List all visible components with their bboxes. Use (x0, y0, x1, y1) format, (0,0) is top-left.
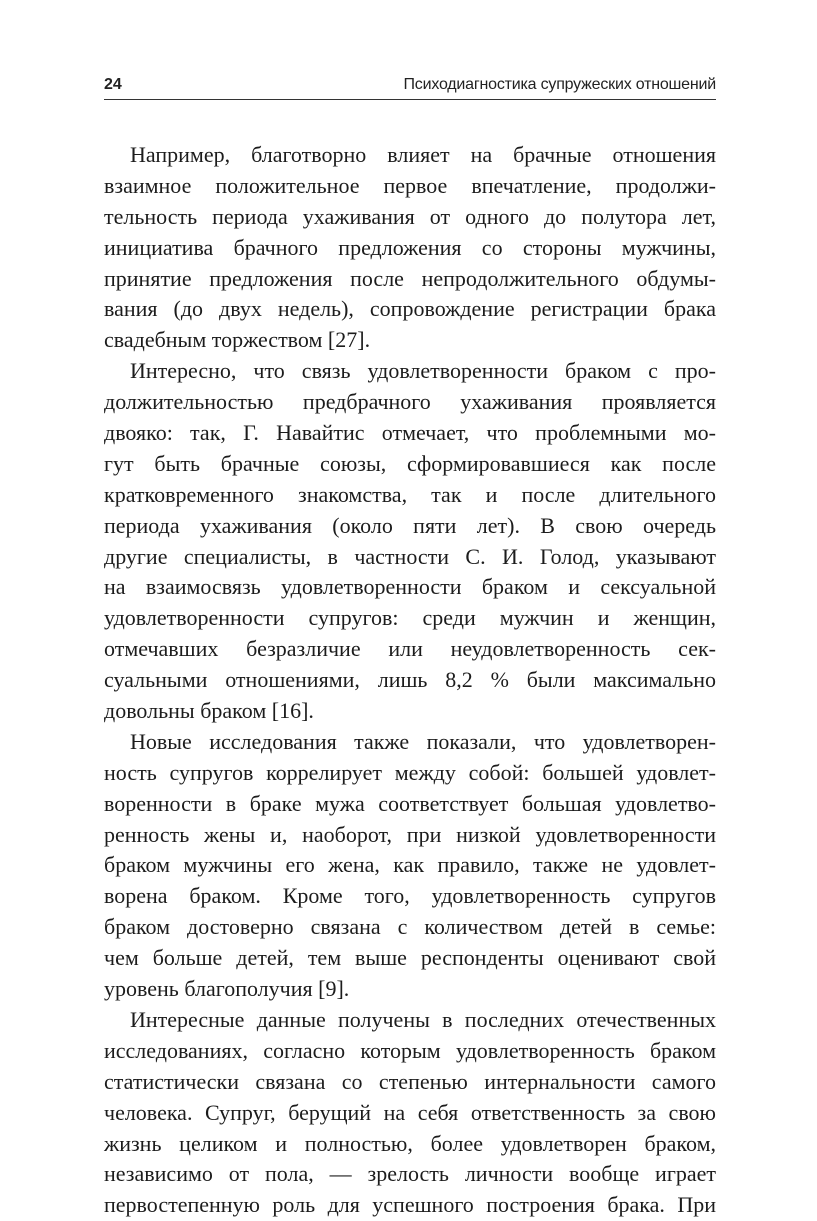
text-line: статистически связана со степенью интернальности самого (104, 1068, 716, 1094)
text-line: человека. Супруг, берущий на себя ответственность за свою (104, 1099, 716, 1125)
text-line: кратковременного знакомства, так и после длительного (104, 481, 716, 507)
text-line: независимо от пола, — зрелость личности вообще играет (104, 1161, 716, 1187)
text-line: периода ухаживания (около пяти лет). В свою очередь (104, 512, 716, 538)
text-line: первостепенную роль для успешного построения брака. При (104, 1192, 716, 1218)
paragraph (104, 1005, 716, 1221)
text-line: удовлетворенности супругов: среди мужчин и женщин, (104, 605, 716, 631)
text-line: другие специалисты, в частности С. И. Голод, указывают (104, 543, 716, 569)
text-line: отмечавших безразличие или неудовлетворенность сек- (104, 636, 716, 662)
text-line: принятие предложения после непродолжительного обдумы- (104, 265, 716, 291)
text-line: воренности в браке мужа соответствует большая удовлетво- (104, 790, 716, 816)
text-line: свадебным торжеством [27]. (104, 327, 371, 353)
paragraph (104, 727, 716, 1005)
text-line: чем больше детей, тем выше респонденты оценивают свой (104, 945, 716, 971)
text-line: Новые исследования также показали, что удовлетворен- (130, 728, 716, 754)
text-line: уровень благополучия [9]. (104, 976, 350, 1002)
text-line: ность супругов коррелирует между собой: большей удовлет- (104, 759, 716, 785)
running-title: Психодиагностика супружеских отношений (403, 76, 716, 93)
text-line: ренность жены и, наоборот, при низкой удовлетворенности (104, 821, 716, 847)
text-line: браком мужчины его жена, как правило, также не удовлет- (104, 852, 716, 878)
text-line: вания (до двух недель), сопровождение регистрации брака (104, 296, 716, 322)
body-text (104, 140, 716, 1221)
page-number: 24 (104, 76, 122, 93)
text-line: тельность периода ухаживания от одного до полутора лет, (104, 203, 716, 229)
text-line: Например, благотворно влияет на брачные отношения (130, 142, 716, 167)
paragraph (104, 140, 716, 356)
text-line: Интересные данные получены в последних отечественных (130, 1006, 716, 1032)
text-line: жизнь целиком и полностью, более удовлетворен браком, (104, 1130, 716, 1156)
text-line: довольны браком [16]. (104, 698, 314, 724)
text-line: инициатива брачного предложения со стороны мужчины, (104, 234, 716, 260)
text-line: ворена браком. Кроме того, удовлетворенность супругов (104, 883, 716, 909)
text-line: на взаимосвязь удовлетворенности браком и сексуальной (104, 574, 716, 600)
text-line: двояко: так, Г. Навайтис отмечает, что проблемными мо- (104, 420, 716, 446)
paragraph (104, 356, 716, 727)
header-rule (104, 99, 716, 100)
text-line: исследованиях, согласно которым удовлетворенность браком (104, 1037, 716, 1063)
text-line: должительностью предбрачного ухаживания проявляется (104, 389, 716, 415)
text-line: взаимное положительное первое впечатление, продолжи- (104, 172, 716, 198)
text-line: суальными отношениями, лишь 8,2 % были максимально (104, 667, 716, 693)
running-head (104, 74, 716, 100)
text-line: гут быть брачные союзы, сформировавшиеся как после (104, 450, 716, 476)
text-line: браком достоверно связана с количеством детей в семье: (104, 914, 716, 940)
text-line: Интересно, что связь удовлетворенности браком с про- (130, 358, 716, 384)
